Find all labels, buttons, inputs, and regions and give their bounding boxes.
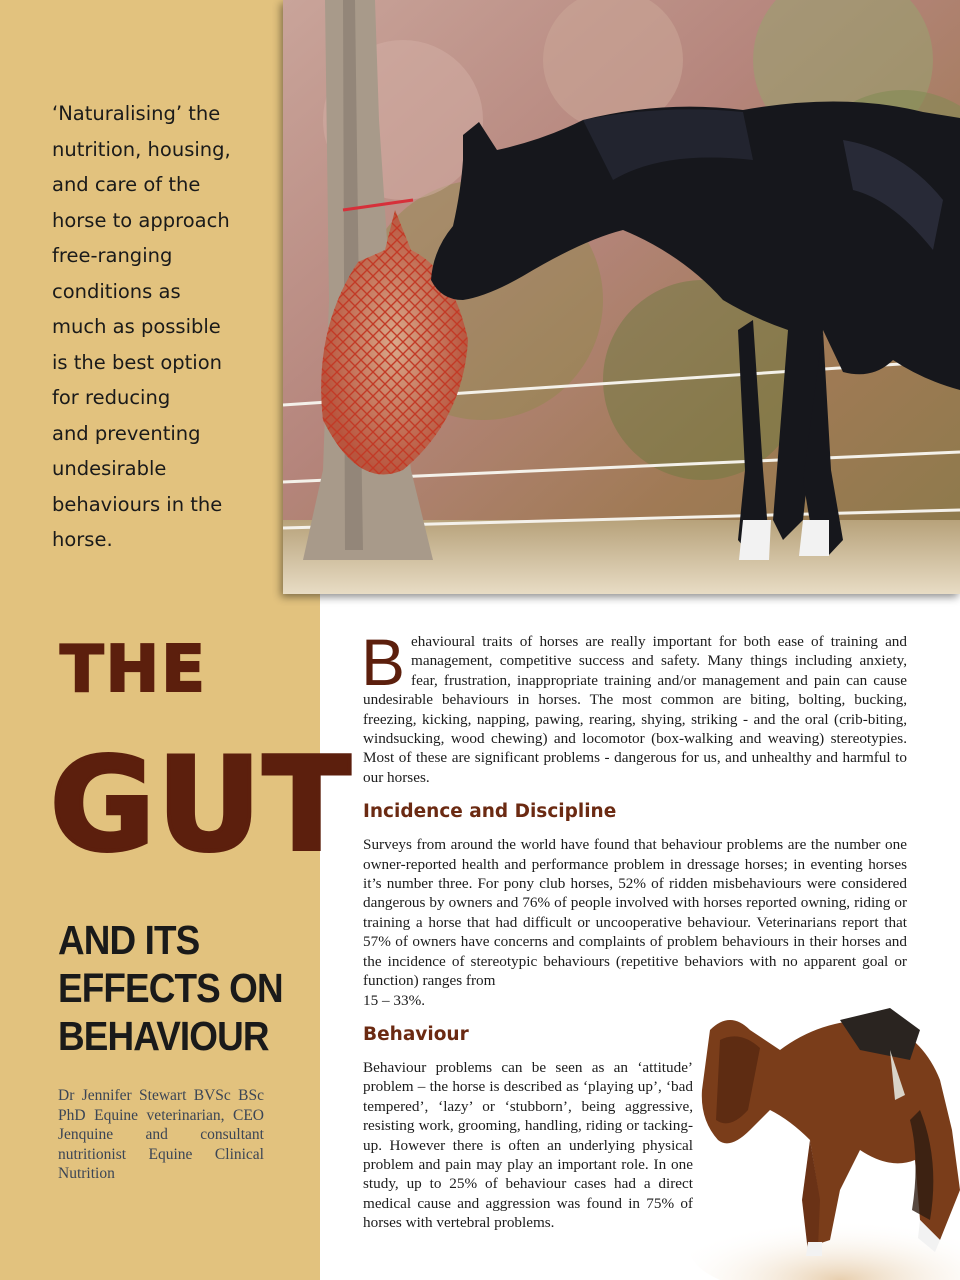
- pull-quote-line: horse to approach: [52, 208, 230, 232]
- pull-quote-line: is the best option: [52, 350, 223, 374]
- pull-quote-line: and preventing: [52, 421, 201, 445]
- title-the: THE: [60, 633, 207, 707]
- pull-quote-line: free-ranging: [52, 244, 173, 267]
- author-byline: Dr Jennifer Stewart BVSc BSc PhD Equine veterinarian, CEO Jenquine and consultant nutritionist Equine Clinical Nutrition: [58, 1087, 264, 1182]
- subtitle-line: AND ITS: [58, 917, 200, 963]
- hero-photo-horse-haynet: [283, 0, 960, 594]
- incidence-tail: 15 – 33%.: [363, 991, 426, 1009]
- pull-quote-line: for reducing: [52, 386, 171, 409]
- subtitle-line: EFFECTS ON: [58, 965, 283, 1011]
- pull-quote-line: horse.: [52, 528, 113, 551]
- pull-quote-line: much as possible: [52, 315, 221, 338]
- subtitle-line: BEHAVIOUR: [58, 1013, 269, 1059]
- intro-text: ehavioural traits of horses are really important for both ease of training and management, competitive success and safety. Many things including anxiety, fear, frustration, inappropriate training and/or management and pain can cause undesirable behaviours in horses. The most common are biting, bolting, bucking, freezing, kicking, napping, pawing, rearing, shying, striking - and the oral (crib-biting, windsucking, wood chewing) and locomotor (box-walking and weaving) stereotypies. Most of these are significant problems - dangerous for us, and unhealthy and harmful to our horses.: [363, 633, 907, 786]
- pull-quote-line: undesirable: [52, 457, 167, 480]
- subtitle: [58, 916, 294, 1060]
- bucking-horse-photo: [690, 990, 960, 1280]
- drop-cap: B: [361, 625, 406, 699]
- pull-quote-line: nutrition, housing,: [52, 137, 231, 161]
- pull-quote-line: conditions as: [52, 279, 181, 303]
- title-gut: GUT: [50, 731, 353, 880]
- pull-quote-line: ‘Naturalising’ the: [52, 102, 221, 125]
- behaviour-paragraph: Behaviour problems can be seen as an ‘attitude’ problem – the horse is described as ‘playing up’, ‘bad tempered’, ‘lazy’ or ‘stubborn’, being aggressive, resisting work, grooming, handling, riding or tacking-up. However there is often an underlying physical problem and pain may play an important role. In one study, up to 25% of behaviour cases had a direct medical cause and aggression was found in 75% of horses with vertebral problems.: [363, 1058, 693, 1232]
- pull-quote-line: and care of the: [52, 173, 201, 196]
- section-heading-incidence: Incidence and Discipline: [363, 801, 617, 823]
- pull-quote: [52, 96, 274, 558]
- pull-quote-line: behaviours in the: [52, 492, 223, 516]
- incidence-text: Surveys from around the world have found that behaviour problems are the number one owner-reported health and performance problem in dressage horses; in eventing horses it’s number three. For pony club horses, 52% of ridden misbehaviours were considered dangerous by owners and 76% of people involved with horses reported owning, riding or training a horse that had difficult or uncooperative behaviour. Veterinarians report that 57% of owners have concerns and complaints of problem behaviours in their horses and the incidence of stereotypic behaviours (repetitive behaviors with no apparent goal or function) ranges from: [363, 836, 907, 990]
- incidence-paragraph: [363, 835, 907, 1010]
- section-heading-behaviour: Behaviour: [363, 1023, 469, 1045]
- intro-paragraph: [361, 625, 907, 787]
